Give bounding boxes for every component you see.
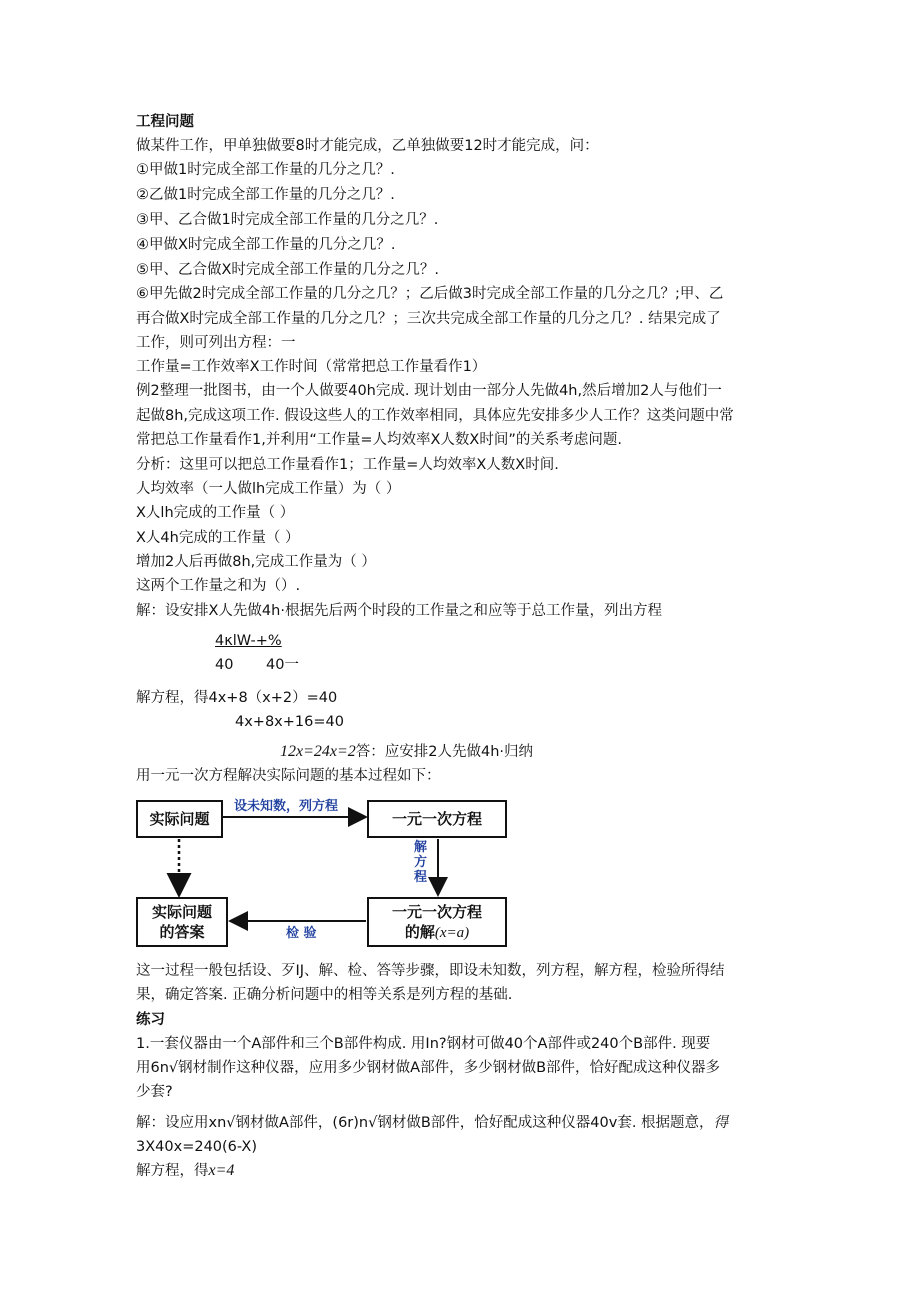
solve-step-3-answer: 答：应安排2人先做4h·归纳 (355, 744, 534, 760)
example-2-line-2: 起做8h,完成这项工作. 假设这些人的工作效率相同，具体应先安排多少人工作？这类问题中常 (136, 408, 734, 424)
blank-3: X人4h完成的工作量（ ） (136, 530, 300, 546)
label-set-unknown: 设未知数，列方程 (234, 799, 339, 814)
box-real-problem: 实际问题 (136, 800, 223, 838)
box-equation-solution (367, 897, 507, 947)
process-desc-2: 果，确定答案. 正确分析问题中的相等关系是列方程的基础. (136, 987, 513, 1003)
question-6-line-3: 工作，则可列出方程：一 (136, 335, 296, 351)
label-verify: 检 验 (286, 926, 317, 941)
section-title: 工程问题 (136, 114, 194, 130)
answer-line-1 (136, 1113, 728, 1133)
solution-intro: 解：设安排X人先做4h·根据先后两个时段的工作量之和应等于总工作量，列出方程 (136, 603, 662, 619)
process-desc-1: 这一过程一般包括设、歹IJ、解、检、答等步骤，即设未知数，列方程，解方程，检验所得结 (136, 963, 725, 979)
solve-step-2: 4x+8x+16=40 (235, 714, 344, 730)
problem-intro: 做某件工作，甲单独做要8时才能完成，乙单独做要12时才能完成，问： (136, 138, 599, 154)
blank-2: X人lh完成的工作量（ ） (136, 505, 295, 521)
box-problem-answer-line-1: 实际问题 (151, 903, 212, 921)
question-6-line-1: ⑥甲先做2时完成全部工作量的几分之几？；乙后做3时完成全部工作量的几分之几？;甲、乙 (136, 286, 724, 302)
question-5: ⑤甲、乙合做X时完成全部工作量的几分之几？. (136, 262, 440, 278)
answer-line-1-text: 解：设应用xn√钢材做A部件，(6r)n√钢材做B部件，恰好配成这种仪器40v套. 根据题意， (136, 1115, 714, 1131)
equation-denominator-2: 40一 (266, 657, 299, 673)
box-problem-answer (136, 897, 228, 947)
equation-denominator-1: 40 (215, 657, 234, 673)
answer-solve-text: 解方程，得 (136, 1163, 209, 1179)
blank-5: 这两个工作量之和为（）. (136, 578, 301, 594)
box-problem-answer-line-2: 的答案 (159, 923, 205, 941)
question-1: ①甲做1时完成全部工作量的几分之几？. (136, 162, 395, 178)
work-formula: 工作量=工作效率X工作时间（常常把总工作量看作1） (136, 359, 487, 375)
practice-1-line-2: 用6n√钢材制作这种仪器，应用多少钢材做A部件，多少钢材做B部件，恰好配成这种仪器多 (136, 1060, 721, 1076)
blank-1: 人均效率（一人做lh完成工作量）为（ ） (136, 481, 401, 497)
process-intro: 用一元一次方程解决实际问题的基本过程如下： (136, 768, 441, 784)
example-2-line-1: 例2整理一批图书，由一个人做要40h完成. 现计划由一部分人先做4h,然后增加2人与他们一 (136, 383, 722, 399)
answer-equation: 3X40x=240(6-X) (136, 1139, 257, 1155)
question-3: ③甲、乙合做1时完成全部工作量的几分之几？. (136, 212, 439, 228)
answer-solve-math: x=4 (208, 1162, 235, 1179)
box-solution-label: 的解 (404, 922, 435, 941)
solve-step-3-math: 12x=24x=2 (280, 743, 356, 760)
blank-4: 增加2人后再做8h,完成工作量为（ ） (136, 554, 376, 570)
practice-title: 练习 (136, 1012, 165, 1028)
practice-1-line-1: 1.一套仪器由一个A部件和三个B部件构成. 用In?钢材可做40个A部件或240个B部件. 现要 (136, 1036, 711, 1052)
solve-step-1: 解方程，得4x+8（x+2）=40 (136, 690, 338, 706)
question-4: ④甲做X时完成全部工作量的几分之几？. (136, 237, 396, 253)
equation-numerator: 4κlW-+% (215, 633, 282, 649)
answer-line-1-end: 得 (713, 1115, 729, 1131)
practice-1-line-3: 少套? (136, 1084, 173, 1100)
question-2: ②乙做1时完成全部工作量的几分之几？. (136, 187, 395, 203)
example-2-line-3: 常把总工作量看作1,并利用“工作量=人均效率X人数X时间”的关系考虑问题. (136, 432, 622, 448)
box-equation-solution-line-2 (405, 922, 469, 943)
analysis: 分析：这里可以把总工作量看作1；工作量=人均效率X人数X时间. (136, 457, 559, 473)
box-equation-solution-line-1: 一元一次方程 (391, 902, 482, 921)
answer-solve (136, 1161, 234, 1181)
box-linear-equation: 一元一次方程 (367, 800, 507, 838)
label-solve-equation: 解方程 (414, 840, 428, 885)
box-solution-math: (x=a) (434, 924, 470, 941)
question-6-line-2: 再合做X时完成全部工作量的几分之几？；三次共完成全部工作量的几分之几？. 结果完成了 (136, 311, 721, 327)
